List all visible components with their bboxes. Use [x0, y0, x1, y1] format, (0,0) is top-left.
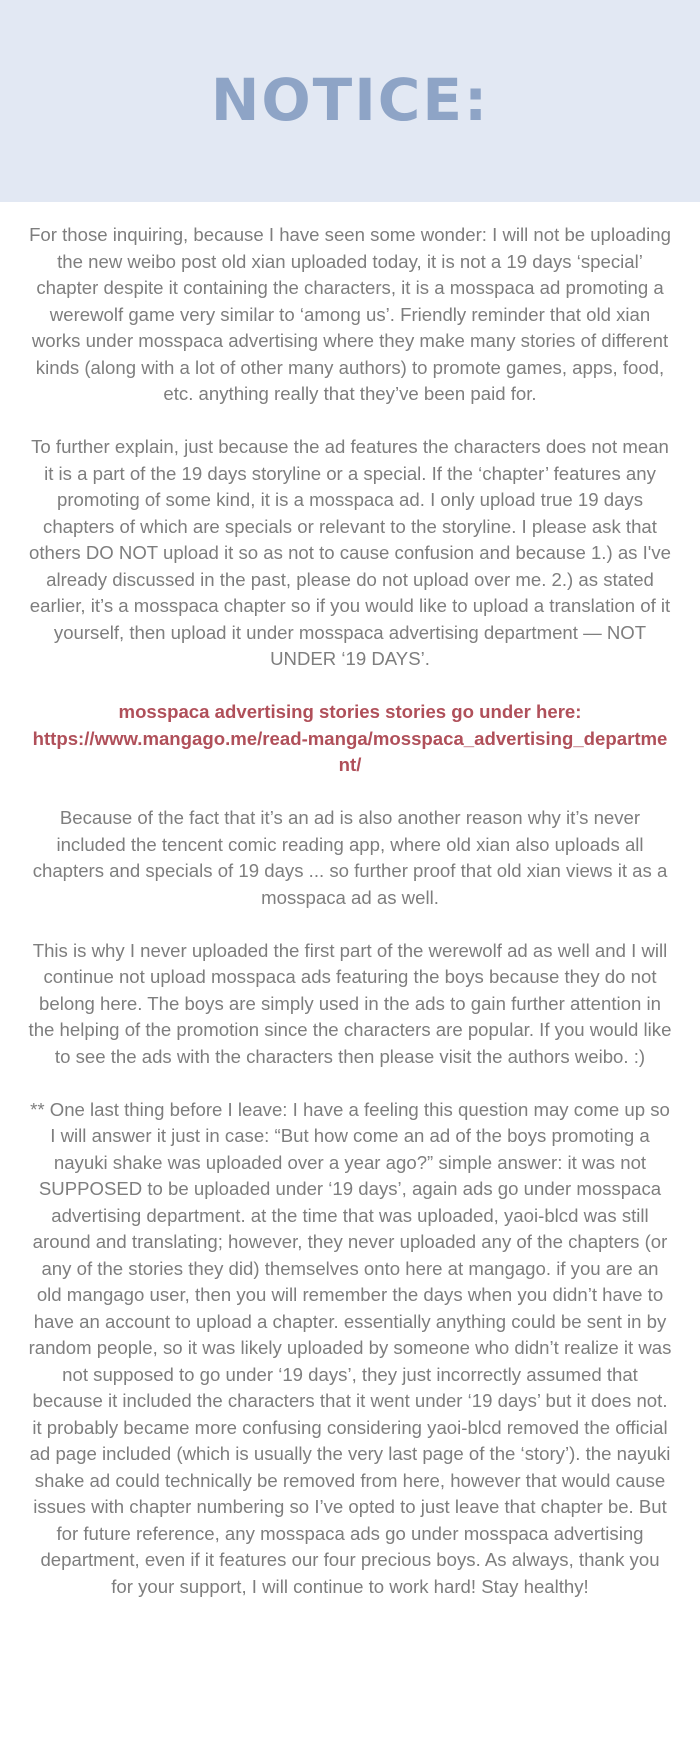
mangago-link[interactable]: https://www.mangago.me/read-manga/mosspaca_advertising_department/ [32, 727, 668, 775]
paragraph-tencent: Because of the fact that it’s an ad is also another reason why it’s never included the tencent comic reading app, where old xian also uploads all chapters and specials of 19 days ... so further proof that old xian views it as a mosspaca ad as well. [32, 807, 668, 908]
link-label: mosspaca advertising stories stories go under here: [118, 701, 582, 722]
notice-header-banner [0, 0, 700, 202]
paragraph-last-thing: ** One last thing before I leave: I have a feeling this question may come up so I will answer it just in case: “But how come an ad of the boys promoting a nayuki shake was uploaded over a year ago?” simple answer: it was not SUPPOSED to be uploaded under ‘19 days’, again ads go under mosspaca advertising department. at the time that was uploaded, yaoi-blcd was still around and translating; however, they never uploaded any of the chapters (or any of the stories they did) themselves onto here at mangago. if you are an old mangago user, then you will remember the days when you didn’t have to have an account to upload a chapter. essentially anything could be sent in by random people, so it was likely uploaded by someone who didn’t realize it was not supposed to go under ‘19 days’, they just incorrectly assumed that because it included the characters that it went under ‘19 days’ but it does not. it probably became more confusing considering yaoi-blcd removed the official ad page included (which is usually the very last page of the ‘story’). the nayuki shake ad could technically be removed from here, however that would cause issues with chapter numbering so I’ve opted to just leave that chapter be. But for future reference, any mosspaca ads go under mosspaca advertising department, even if it features our four precious boys. As always, thank you for your support, I will continue to work hard! Stay healthy! [28, 1098, 672, 1597]
paragraph-explanation: To further explain, just because the ad features the characters does not mean it is a part of the 19 days storyline or a special. If the ‘chapter’ features any promoting of some kind, it is a mosspaca ad. I only upload true 19 days chapters of which are specials or relevant to the storyline. I please ask that others DO NOT upload it so as not to cause confusion and because 1.) as I've already discussed in the past, please do not upload over me. 2.) as stated earlier, it’s a mosspaca chapter so if you would like to upload a translation of it yourself, then upload it under mosspaca advertising department — NOT UNDER ‘19 DAYS’. [29, 436, 671, 669]
link-block [28, 699, 672, 779]
page-title: NOTICE: [210, 66, 490, 134]
paragraph-intro: For those inquiring, because I have seen some wonder: I will not be uploading the new weibo post old xian uploaded today, it is not a 19 days ‘special’ chapter despite it containing the characters, it is a mosspaca ad promoting a werewolf game very similar to ‘among us’. Friendly reminder that old xian works under mosspaca advertising where they make many stories of different kinds (along with a lot of other many authors) to promote games, apps, food, etc. anything really that they’ve been paid for. [29, 224, 671, 404]
notice-body [28, 222, 672, 1627]
paragraph-werewolf-ad: This is why I never uploaded the first part of the werewolf ad as well and I will continue not upload mosspaca ads featuring the boys because they do not belong here. The boys are simply used in the ads to gain further attention in the helping of the promotion since the characters are popular. If you would like to see the ads with the characters then please visit the authors weibo. :) [28, 939, 672, 1067]
